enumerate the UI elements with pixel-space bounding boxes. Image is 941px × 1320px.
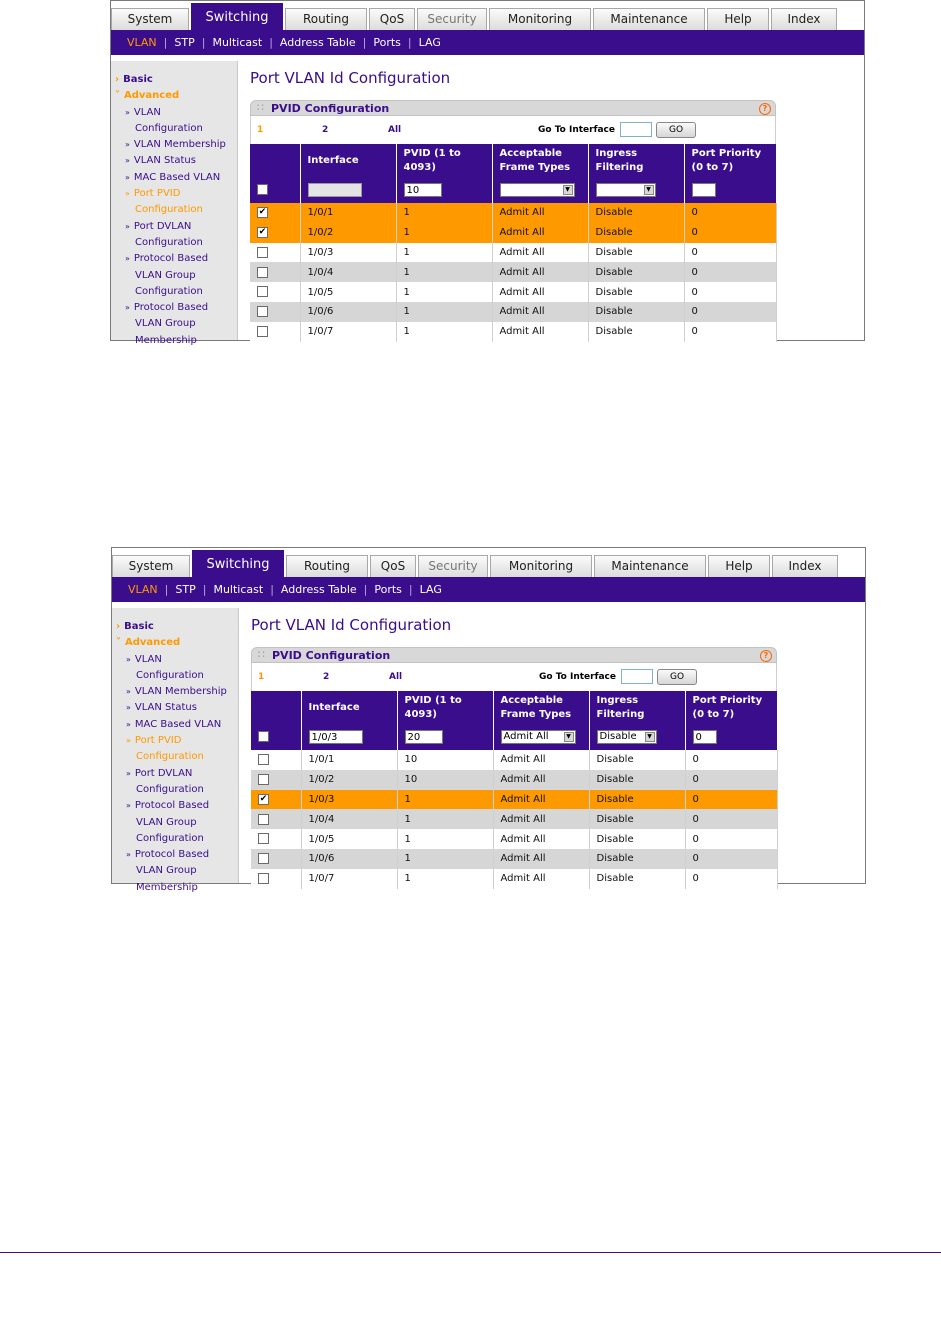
row-checkbox[interactable] [257,306,268,317]
sidebar-item-protocol-based[interactable] [111,268,237,284]
sidebar-item-label: VLAN Group [136,816,197,828]
bullet-icon: » [126,801,131,811]
tab-security[interactable]: Security [418,555,488,577]
row-checkbox[interactable] [258,774,269,785]
cell-ingress: Disable [589,750,685,770]
tab-help[interactable]: Help [707,8,769,30]
sidebar-item-protocol-based[interactable] [112,863,238,879]
sidebar-item-label: Configuration [136,669,204,681]
cell-ingress: Disable [588,302,684,322]
subnav-stp[interactable]: STP [174,36,195,49]
cell-pvid: 1 [397,790,493,810]
sidebar-item-protocol-based[interactable] [112,831,238,847]
sidebar-basic[interactable] [111,72,237,88]
cell-pvid: 10 [397,770,493,790]
page-link-all[interactable]: All [388,125,402,135]
tab-monitoring[interactable]: Monitoring [489,8,591,30]
cell-pvid: 1 [397,809,493,829]
bullet-icon: » [125,107,130,117]
sidebar-item-mac-based-vlan[interactable] [112,717,238,733]
table-row[interactable] [250,203,776,223]
table-row[interactable] [251,770,777,790]
table-header-row [251,691,777,724]
cell-priority: 0 [685,790,777,810]
cell-interface: 1/0/1 [300,203,396,223]
dropdown-arrow-icon: ▼ [563,185,573,195]
chevron-right-icon: › [115,74,120,85]
cell-frame-types: Admit All [492,262,588,282]
row-checkbox[interactable]: ✔ [258,226,267,237]
sidebar-item-label: Configuration [135,285,203,297]
sidebar-item-label: Configuration [135,204,203,216]
frame-types-value: Admit All [503,731,549,742]
cell-ingress: Disable [588,203,684,223]
sidebar-item-protocol-based[interactable] [112,798,238,814]
sidebar-advanced-label: Advanced [124,90,180,102]
subnav-vlan[interactable]: VLAN [127,36,157,49]
goto-interface-label: Go To Interface [538,125,615,135]
column-header-pvid: PVID (1 to 4093) [396,144,492,177]
sidebar-item-label: Port PVID [134,735,182,747]
dropdown-arrow-icon: ▼ [644,185,654,195]
cell-frame-types: Admit All [492,282,588,302]
tab-qos[interactable]: QoS [369,8,415,30]
sidebar-item-mac-based-vlan[interactable] [111,170,237,186]
sidebar-item-label: Membership [136,881,198,893]
cell-pvid: 1 [396,322,492,342]
column-header-pvid: PVID (1 to 4093) [397,691,493,724]
sidebar-item-port-dvlan[interactable] [111,219,237,235]
cell-pvid: 1 [397,869,493,889]
cell-priority: 0 [685,869,777,889]
sidebar-item-protocol-based[interactable] [111,284,237,300]
tab-security[interactable]: Security [417,8,487,30]
sidebar-item-label: VLAN [134,653,162,665]
table-row[interactable] [251,829,777,849]
row-checkbox[interactable] [257,326,268,337]
cell-interface: 1/0/1 [301,750,397,770]
subnav-vlan[interactable]: VLAN [128,583,158,596]
sidebar-item-label: VLAN Status [134,702,197,714]
cell-priority: 0 [684,322,776,342]
tab-system[interactable]: System [112,555,190,577]
sidebar-item-vlan[interactable] [111,121,237,137]
chevron-down-icon: ˅ [116,637,121,649]
pagination-row [251,663,777,691]
cell-frame-types: Admit All [493,829,589,849]
tab-qos[interactable]: QoS [370,555,416,577]
bullet-icon: » [126,703,131,713]
subnav-multicast[interactable]: Multicast [212,36,263,49]
subnav-separator: | [163,36,168,49]
cell-interface: 1/0/5 [301,829,397,849]
cell-interface: 1/0/7 [301,869,397,889]
top-tab-bar [111,1,864,30]
sidebar-item-label: Configuration [136,783,204,795]
sidebar-advanced[interactable] [112,635,238,651]
row-checkbox[interactable]: ✔ [258,207,267,218]
pvid-table [250,144,777,342]
tab-system[interactable]: System [111,8,189,30]
subnav-lag[interactable]: LAG [419,583,442,596]
cell-ingress: Disable [589,809,685,829]
sidebar-item-vlan-status[interactable] [111,153,237,169]
table-header-row [250,144,776,177]
subnav-separator: | [362,36,367,49]
cell-interface: 1/0/2 [300,223,396,243]
tab-routing[interactable]: Routing [286,555,368,577]
cell-ingress: Disable [589,790,685,810]
sidebar-item-port-pvid[interactable] [112,749,238,765]
sidebar-item-protocol-based[interactable] [111,300,237,316]
table-row[interactable] [250,262,776,282]
table-row[interactable] [251,849,777,869]
pvid-input[interactable]: 20 [405,730,443,744]
tab-routing[interactable]: Routing [285,8,367,30]
goto-interface-input[interactable] [621,669,653,684]
panel-header [250,100,776,116]
pagination-row [250,116,776,144]
sidebar-item-port-pvid[interactable] [112,733,238,749]
sidebar-item-label: Configuration [135,122,203,134]
panel-title: PVID Configuration [271,102,390,115]
sidebar-item-port-pvid[interactable] [111,186,237,202]
cell-priority: 0 [684,302,776,322]
cell-pvid: 10 [397,750,493,770]
dropdown-arrow-icon: ▼ [564,732,574,742]
bullet-icon: » [126,768,131,778]
sidebar-item-label: Protocol Based [133,302,209,314]
sidebar-item-protocol-based[interactable] [112,880,238,896]
cell-frame-types: Admit All [492,203,588,223]
edit-row [251,724,777,750]
table-row[interactable] [250,243,776,263]
cell-priority: 0 [684,243,776,263]
cell-pvid: 1 [396,223,492,243]
screenshot-2 [111,547,866,893]
subnav-separator: | [407,36,412,49]
bullet-icon: » [126,736,131,746]
cell-ingress: Disable [589,849,685,869]
row-checkbox[interactable] [258,833,269,844]
sidebar-item-label: Protocol Based [134,849,210,861]
subnav-separator: | [270,583,274,596]
cell-interface: 1/0/2 [301,770,397,790]
table-row[interactable] [251,750,777,770]
sidebar-item-vlan[interactable] [112,652,238,668]
table-row[interactable] [251,809,777,829]
grip-icon: ∷ [258,648,265,661]
sidebar-item-label: VLAN Group [135,269,196,281]
port-priority-input[interactable] [692,183,716,197]
table-row[interactable] [250,302,776,322]
cell-frame-types: Admit All [492,302,588,322]
cell-interface: 1/0/7 [300,322,396,342]
sidebar-item-label: Protocol Based [133,253,209,265]
cell-pvid: 1 [396,302,492,322]
cell-ingress: Disable [588,282,684,302]
cell-frame-types: Admit All [493,869,589,889]
column-header-frame-types: Acceptable Frame Types [493,691,589,724]
bullet-icon: » [125,140,130,150]
tab-maintenance[interactable]: Maintenance [593,8,705,30]
subnav-separator: | [164,583,169,596]
row-checkbox[interactable] [258,754,269,765]
table-row[interactable] [250,322,776,342]
panel-title: PVID Configuration [272,649,391,662]
sidebar [111,61,238,346]
subnav-separator: | [201,36,206,49]
sidebar-item-label: VLAN [133,106,161,118]
cell-priority: 0 [685,849,777,869]
cell-interface: 1/0/6 [300,302,396,322]
bullet-icon: » [125,303,130,313]
cell-frame-types: Admit All [493,770,589,790]
frame-types-select[interactable] [500,183,575,197]
cell-priority: 0 [685,829,777,849]
edit-row [250,177,776,203]
frame-types-select[interactable] [501,730,576,744]
go-button[interactable]: GO [657,669,697,685]
cell-frame-types: Admit All [493,849,589,869]
sidebar-basic-label: Basic [123,74,153,85]
subnav-separator: | [202,583,207,596]
select-column-header [251,691,301,724]
bullet-icon: » [126,654,131,664]
subnav-lag[interactable]: LAG [418,36,441,49]
tab-help[interactable]: Help [708,555,770,577]
main-content [239,602,865,883]
sidebar-item-label: MAC Based VLAN [133,171,221,183]
cell-ingress: Disable [589,770,685,790]
goto-interface-input[interactable] [620,122,652,137]
ingress-filtering-select[interactable] [596,183,656,197]
pvid-input[interactable]: 10 [404,183,442,197]
cell-interface: 1/0/4 [300,262,396,282]
sidebar-item-port-dvlan[interactable] [111,235,237,251]
sidebar-advanced[interactable] [111,88,237,104]
bullet-icon: » [125,156,130,166]
sidebar-item-vlan-status[interactable] [112,700,238,716]
page-link-2[interactable]: 2 [322,125,329,135]
sidebar-item-label: Membership [135,334,197,346]
dropdown-arrow-icon: ▼ [645,732,655,742]
interface-field[interactable]: 1/0/3 [309,730,363,744]
help-icon[interactable]: ? [760,650,772,662]
row-checkbox[interactable]: ✔ [259,793,268,804]
tab-index[interactable]: Index [772,555,838,577]
subnav-separator: | [363,583,368,596]
bullet-icon: » [126,687,131,697]
row-checkbox[interactable] [257,286,268,297]
sidebar-item-label: Protocol Based [134,800,210,812]
sidebar-item-label: VLAN Membership [133,139,226,151]
cell-frame-types: Admit All [493,790,589,810]
subnav-ports[interactable]: Ports [374,583,402,596]
column-header-interface: Interface [301,691,397,724]
sidebar-item-vlan-membership[interactable] [112,684,238,700]
table-row[interactable] [250,223,776,243]
cell-frame-types: Admit All [493,750,589,770]
cell-ingress: Disable [588,262,684,282]
column-header-frame-types: Acceptable Frame Types [492,144,588,177]
sidebar-item-port-dvlan[interactable] [112,766,238,782]
sidebar-item-protocol-based[interactable] [111,333,237,349]
sidebar-item-protocol-based[interactable] [111,316,237,332]
subnav-address-table[interactable]: Address Table [279,36,356,49]
row-checkbox[interactable] [257,267,268,278]
row-checkbox[interactable] [258,873,269,884]
cell-interface: 1/0/5 [300,282,396,302]
panel-header [251,647,777,663]
subnav-address-table[interactable]: Address Table [280,583,357,596]
subnav-separator: | [269,36,273,49]
sidebar-basic-label: Basic [124,621,154,632]
sidebar-item-port-dvlan[interactable] [112,782,238,798]
sidebar-item-label: Configuration [136,751,204,763]
interface-field[interactable] [308,183,362,197]
tab-switching[interactable]: Switching [191,3,283,30]
sidebar [112,608,239,893]
cell-pvid: 1 [397,849,493,869]
cell-pvid: 1 [396,203,492,223]
bullet-icon: » [125,189,130,199]
page-title: Port VLAN Id Configuration [250,69,451,87]
sidebar-item-protocol-based[interactable] [112,847,238,863]
cell-ingress: Disable [588,243,684,263]
goto-interface-label: Go To Interface [539,672,616,682]
cell-pvid: 1 [396,282,492,302]
grip-icon: ∷ [257,101,264,114]
go-button[interactable]: GO [656,122,696,138]
select-all-checkbox[interactable] [258,731,269,742]
subnav-ports[interactable]: Ports [373,36,401,49]
cell-frame-types: Admit All [492,243,588,263]
subnav-separator: | [408,583,413,596]
cell-frame-types: Admit All [492,322,588,342]
page-link-all[interactable]: All [389,672,403,682]
help-icon[interactable]: ? [759,103,771,115]
tab-switching[interactable]: Switching [192,550,284,577]
sidebar-item-vlan[interactable] [111,105,237,121]
column-header-ingress-filtering: Ingress Filtering [588,144,684,177]
column-header-port-priority: Port Priority (0 to 7) [684,144,776,177]
cell-priority: 0 [684,223,776,243]
cell-frame-types: Admit All [492,223,588,243]
sidebar-item-label: Configuration [136,832,204,844]
ingress-filtering-select[interactable] [597,730,657,744]
port-priority-input[interactable]: 0 [693,730,717,744]
subnav-stp[interactable]: STP [175,583,196,596]
page-link-1[interactable]: 1 [258,672,265,682]
bullet-icon: » [126,719,131,729]
sidebar-item-label: Port DVLAN [133,220,192,232]
cell-interface: 1/0/6 [301,849,397,869]
sidebar-item-label: VLAN Group [136,865,197,877]
sidebar-item-label: MAC Based VLAN [134,718,222,730]
row-checkbox[interactable] [258,814,269,825]
bullet-icon: » [125,254,130,264]
table-row[interactable] [251,869,777,889]
subnav-multicast[interactable]: Multicast [213,583,264,596]
cell-ingress: Disable [588,322,684,342]
top-tab-bar [112,548,865,577]
sidebar-item-port-pvid[interactable] [111,202,237,218]
page-link-1[interactable]: 1 [257,125,264,135]
cell-priority: 0 [685,809,777,829]
cell-priority: 0 [685,770,777,790]
select-all-checkbox[interactable] [257,184,268,195]
pvid-table [251,691,778,889]
cell-priority: 0 [684,203,776,223]
tab-index[interactable]: Index [771,8,837,30]
cell-pvid: 1 [397,829,493,849]
cell-interface: 1/0/3 [300,243,396,263]
sidebar-item-label: VLAN Group [135,318,196,330]
cell-priority: 0 [684,282,776,302]
main-content [238,55,864,340]
sidebar-advanced-label: Advanced [125,637,181,649]
row-checkbox[interactable] [257,247,268,258]
row-checkbox[interactable] [258,853,269,864]
cell-pvid: 1 [396,262,492,282]
sidebar-item-label: Port PVID [133,188,181,200]
bullet-icon: » [125,172,130,182]
cell-ingress: Disable [589,829,685,849]
bullet-icon: » [126,850,131,860]
sidebar-item-protocol-based[interactable] [111,251,237,267]
cell-interface: 1/0/3 [301,790,397,810]
table-row[interactable] [250,282,776,302]
sidebar-item-label: Port DVLAN [134,767,193,779]
sub-nav-bar [112,577,865,602]
select-column-header [250,144,300,177]
sidebar-item-vlan[interactable] [112,668,238,684]
cell-interface: 1/0/4 [301,809,397,829]
tab-maintenance[interactable]: Maintenance [594,555,706,577]
cell-pvid: 1 [396,243,492,263]
sidebar-basic[interactable] [112,619,238,635]
chevron-right-icon: › [116,621,121,632]
sub-nav-bar [111,30,864,55]
sidebar-item-vlan-membership[interactable] [111,137,237,153]
tab-monitoring[interactable]: Monitoring [490,555,592,577]
column-header-ingress-filtering: Ingress Filtering [589,691,685,724]
screenshot-1 [110,0,865,346]
chevron-down-icon: ˅ [115,90,120,102]
page-title: Port VLAN Id Configuration [251,616,452,634]
cell-ingress: Disable [589,869,685,889]
cell-frame-types: Admit All [493,809,589,829]
sidebar-item-label: VLAN Status [133,155,196,167]
sidebar-item-label: VLAN Membership [134,686,227,698]
column-header-port-priority: Port Priority (0 to 7) [685,691,777,724]
cell-priority: 0 [684,262,776,282]
sidebar-item-label: Configuration [135,236,203,248]
column-header-interface: Interface [300,144,396,177]
sidebar-item-protocol-based[interactable] [112,815,238,831]
table-row[interactable] [251,790,777,810]
ingress-filtering-value: Disable [599,731,637,742]
cell-priority: 0 [685,750,777,770]
cell-ingress: Disable [588,223,684,243]
bullet-icon: » [125,221,130,231]
footer-rule [0,1252,941,1253]
page-link-2[interactable]: 2 [323,672,330,682]
